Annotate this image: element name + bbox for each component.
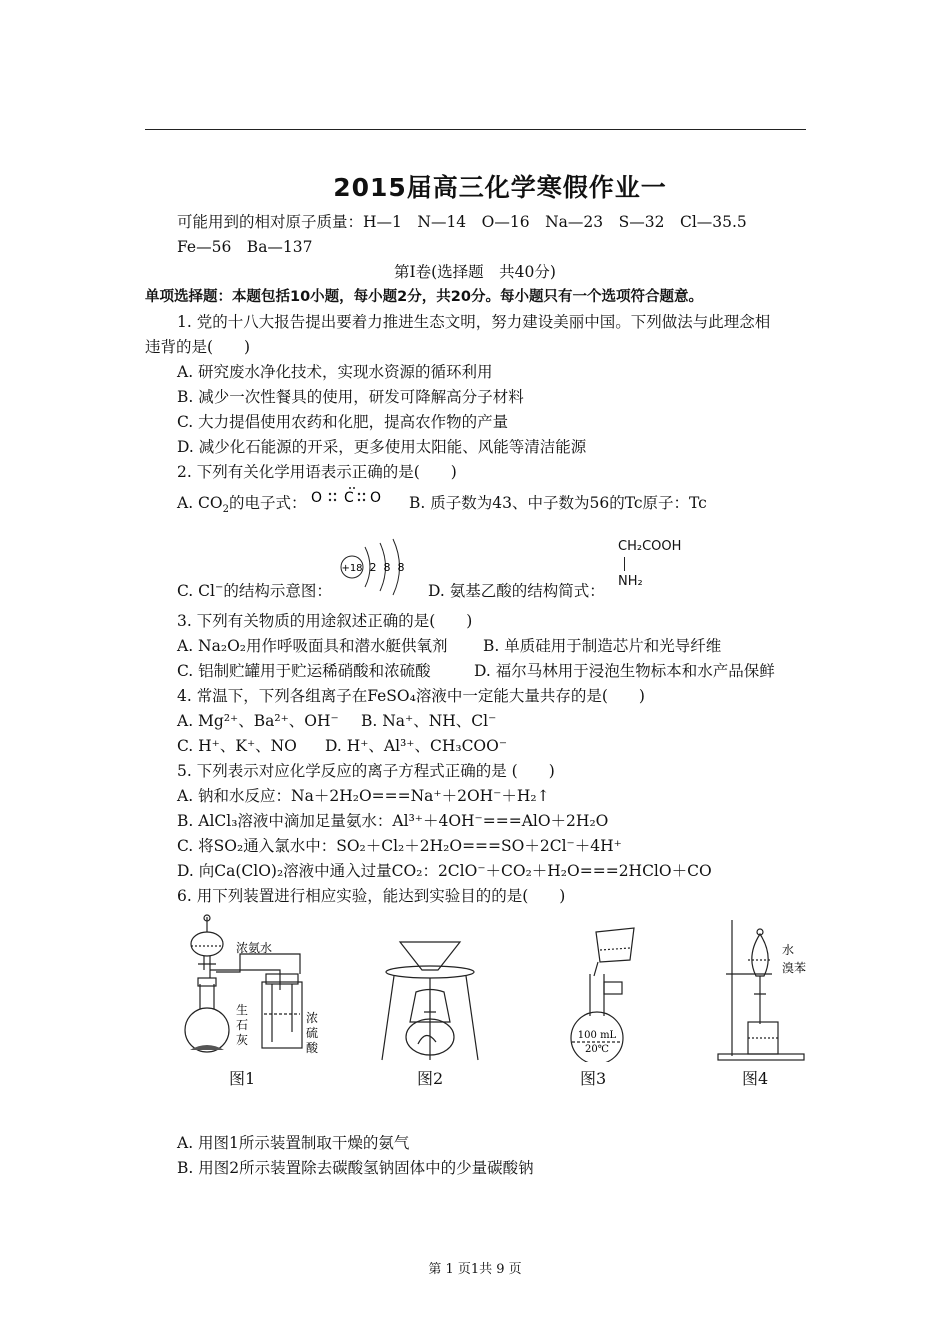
instruction: 单项选择题：本题包括10小题，每小题2分，共20分。每小题只有一个选项符合题意。 xyxy=(145,289,703,305)
figure-3-caption: 图3 xyxy=(580,1069,607,1088)
figure-3-volumetric-flask xyxy=(560,926,650,1062)
q2-option-d: D. 氨基乙酸的结构简式： xyxy=(428,582,605,600)
fig1-label-acid-3: 酸 xyxy=(306,1041,319,1055)
figure-4-separatory-funnel xyxy=(712,916,812,1064)
glycine-formula-top: CH₂COOH xyxy=(618,539,682,554)
q4-option-c: C. H⁺、K⁺、NO xyxy=(177,737,297,755)
fig3-label-temperature: 20℃ xyxy=(585,1044,609,1055)
q3-stem: 3. 下列有关物质的用途叙述正确的是( ) xyxy=(177,612,473,630)
shell-electrons-3: 8 xyxy=(397,561,405,574)
q2-option-a xyxy=(177,493,307,516)
glycine-bond xyxy=(624,557,625,571)
fig1-label-quicklime-3: 灰 xyxy=(236,1033,249,1047)
q2-stem: 2. 下列有关化学用语表示正确的是( ) xyxy=(177,463,457,481)
fig1-label-quicklime-2: 石 xyxy=(236,1018,249,1032)
page-title: 2015届高三化学寒假作业一 xyxy=(333,173,667,202)
figure-1-caption: 图1 xyxy=(229,1069,256,1088)
figure-1-ammonia-apparatus xyxy=(180,912,330,1062)
fig4-label-water: 水 xyxy=(782,943,795,957)
fig3-label-volume: 100 mL xyxy=(577,1030,617,1041)
co2-electron-formula xyxy=(308,484,388,510)
cl-ion-structure-diagram xyxy=(335,537,415,599)
q5-option-d: D. 向Ca(ClO)₂溶液中通入过量CO₂：2ClO⁻＋CO₂＋H₂O===2HClO＋CO xyxy=(177,862,712,880)
q3-option-c: C. 铝制贮罐用于贮运稀硝酸和浓硫酸 xyxy=(177,662,431,680)
q5-option-b: B. AlCl₃溶液中滴加足量氨水：Al³⁺＋4OH⁻===AlO＋2H₂O xyxy=(177,812,609,830)
page-footer: 第 1 页1共 9 页 xyxy=(428,1262,522,1277)
shell-electrons-2: 8 xyxy=(383,561,391,574)
q2-option-b: B. 质子数为43、中子数为56的Tc原子：Tc xyxy=(409,494,707,512)
q2-a-suffix: 的电子式： xyxy=(229,494,307,512)
q2-a-prefix: A. CO xyxy=(177,494,223,512)
figure-2-heating-apparatus xyxy=(380,932,480,1062)
q5-stem: 5. 下列表示对应化学反应的离子方程式正确的是 ( ) xyxy=(177,762,555,780)
atomic-masses-line-2: Fe—56 Ba—137 xyxy=(177,238,313,256)
fig4-label-bromobenzene: 溴苯 xyxy=(782,961,807,975)
q2-c-sup: − xyxy=(214,581,224,593)
q2-c-prefix: C. Cl xyxy=(177,582,215,600)
q3-option-b: B. 单质硅用于制造芯片和光导纤维 xyxy=(483,637,722,655)
glycine-formula-bottom: NH₂ xyxy=(618,574,643,589)
q1-option-d: D. 减少化石能源的开采，更多使用太阳能、风能等清洁能源 xyxy=(177,438,587,456)
section-title: 第Ⅰ卷(选择题 共40分) xyxy=(394,263,556,281)
q1-option-b: B. 减少一次性餐具的使用，研发可降解高分子材料 xyxy=(177,388,524,406)
nucleus-charge: +18 xyxy=(341,563,363,574)
figure-2-caption: 图2 xyxy=(417,1069,444,1088)
shell-electrons-1: 2 xyxy=(369,561,377,574)
atomic-masses-line-1: 可能用到的相对原子质量：H—1 N—14 O—16 Na—23 S—32 Cl—35.5 xyxy=(177,213,747,231)
q3-option-a: A. Na₂O₂用作呼吸面具和潜水艇供氧剂 xyxy=(177,637,448,655)
q1-option-c: C. 大力提倡使用农药和化肥，提高农作物的产量 xyxy=(177,413,509,431)
q1-stem-2: 违背的是( ) xyxy=(145,338,251,356)
fig1-label-acid-1: 浓 xyxy=(306,1011,319,1025)
fig1-label-ammonia: 浓氨水 xyxy=(236,941,273,955)
q2-option-c xyxy=(177,581,332,601)
q3-option-d: D. 福尔马林用于浸泡生物标本和水产品保鲜 xyxy=(474,662,775,680)
q6-option-a: A. 用图1所示装置制取干燥的氨气 xyxy=(177,1134,410,1152)
figure-4-caption: 图4 xyxy=(742,1069,769,1088)
q4-option-b: B. Na⁺、NH、Cl⁻ xyxy=(361,712,497,730)
co2-o-right: O xyxy=(370,490,382,506)
q2-a-sub: 2 xyxy=(222,504,229,516)
q6-option-b: B. 用图2所示装置除去碳酸氢钠固体中的少量碳酸钠 xyxy=(177,1159,534,1177)
co2-o-left: O xyxy=(311,490,323,506)
q5-option-c: C. 将SO₂通入氯水中：SO₂＋Cl₂＋2H₂O===SO＋2Cl⁻＋4H⁺ xyxy=(177,837,622,855)
fig1-label-acid-2: 硫 xyxy=(306,1026,319,1040)
q2-c-suffix: 的结构示意图： xyxy=(223,582,332,600)
q1-stem-1: 1. 党的十八大报告提出要着力推进生态文明，努力建设美丽中国。下列做法与此理念相 xyxy=(177,313,771,331)
fig1-label-quicklime-1: 生 xyxy=(236,1003,249,1017)
q1-option-a: A. 研究废水净化技术，实现水资源的循环利用 xyxy=(177,363,493,381)
q4-option-d: D. H⁺、Al³⁺、CH₃COO⁻ xyxy=(325,737,508,755)
q4-stem: 4. 常温下，下列各组离子在FeSO₄溶液中一定能大量共存的是( ) xyxy=(177,687,645,705)
q6-stem: 6. 用下列装置进行相应实验，能达到实验目的的是( ) xyxy=(177,887,566,905)
q4-option-a: A. Mg²⁺、Ba²⁺、OH⁻ xyxy=(177,712,339,730)
header-rule xyxy=(145,129,806,130)
q5-option-a: A. 钠和水反应：Na＋2H₂O===Na⁺＋2OH⁻＋H₂↑ xyxy=(177,787,550,805)
co2-c: C xyxy=(344,490,354,506)
